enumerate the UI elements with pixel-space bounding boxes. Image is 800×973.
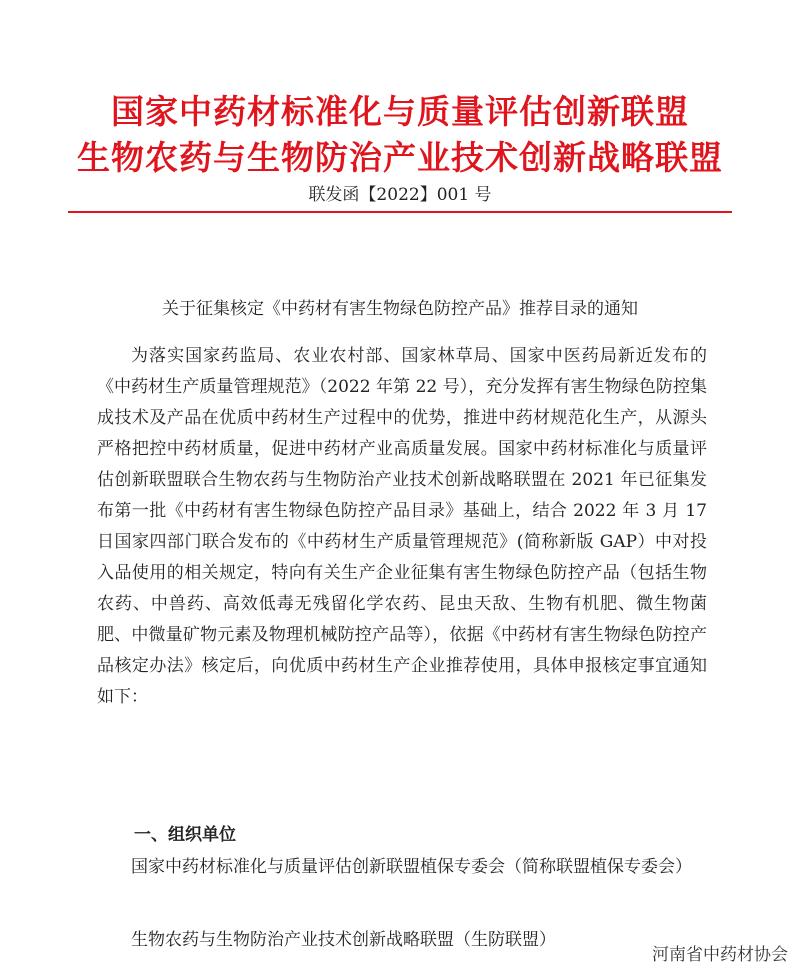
notice-title: 关于征集核定《中药材有害生物绿色防控产品》推荐目录的通知 xyxy=(162,299,638,319)
section-heading-organizers: 一、组织单位 xyxy=(134,825,236,845)
document-number: 联发函【2022】001 号 xyxy=(308,185,492,205)
body-paragraph-organizer-2: 生物农药与生物防治产业技术创新战略联盟（生防联盟） xyxy=(131,930,556,950)
header-title-line1: 国家中药材标准化与质量评估创新联盟 xyxy=(111,92,689,131)
source-watermark: 河南省中药材协会 xyxy=(648,938,792,967)
body-paragraph-organizer-1: 国家中药材标准化与质量评估创新联盟植保专委会（简称联盟植保专委会） xyxy=(131,857,692,877)
red-divider-line xyxy=(68,211,732,213)
header-title-line2: 生物农药与生物防治产业技术创新战略联盟 xyxy=(77,138,723,177)
body-paragraph-intro: 为落实国家药监局、农业农村部、国家林草局、国家中医药局新近发布的《中药材生产质量管理规范》（2022 年第 22 号），充分发挥有害生物绿色防控集成技术及产品在优质中药材生产过程中的优势，推进中药材规范化生产，从源头严格把控中药材质量，促进中药材产业高质量发展。国家中药材标准化与质量评估创新联盟联合生物农药与生物防治产业技术创新战略联盟在 2021 年已征集发布第一批《中药材有害生物绿色防控产品目录》基础上，结合 2022 年 3 月 17 日国家四部门联合发布的《中药材生产质量管理规范》(简称新版 GAP）中对投入品使用的相关规定，特向有关生产企业征集有害生物绿色防控产品（包括生物农药、中兽药、高效低毒无残留化学农药、昆虫天敌、生物有机肥、微生物菌肥、中微量矿物元素及物理机械防控产品等），依据《中药材有害生物绿色防控产品核定办法》核定后，向优质中药材生产企业推荐使用，具体申报核定事宜通知如下： xyxy=(97,346,707,707)
